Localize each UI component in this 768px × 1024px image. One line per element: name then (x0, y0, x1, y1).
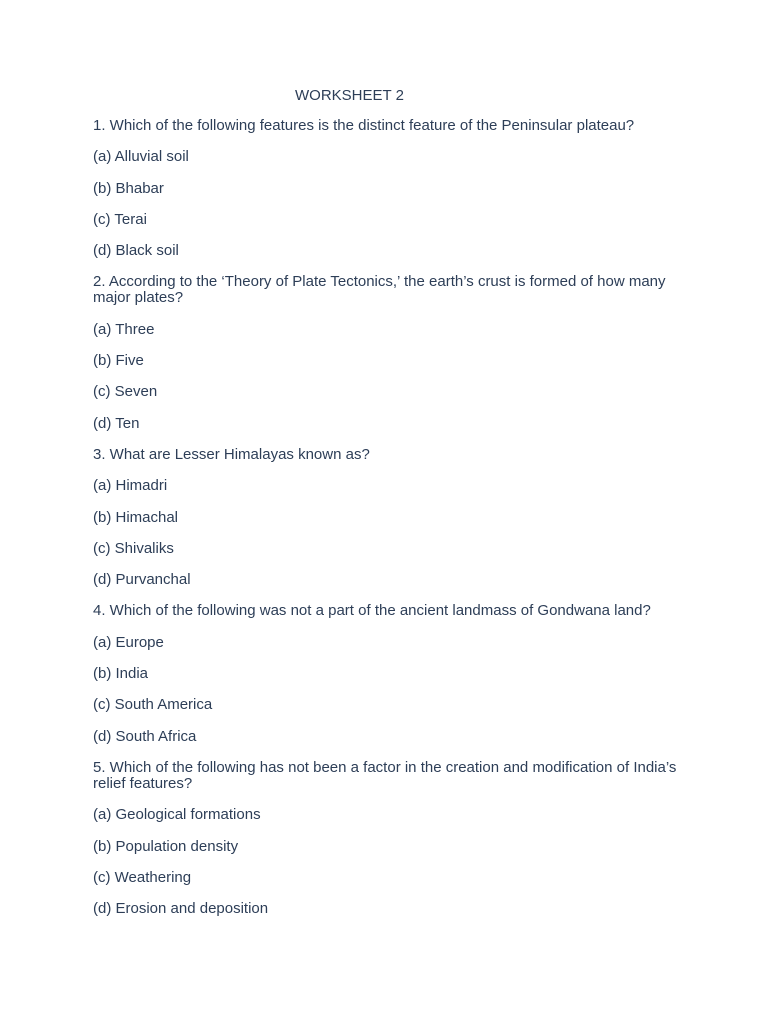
question-list (93, 118, 678, 932)
question-4-option-b: (b) India (93, 665, 149, 683)
question-5: 5. Which of the following has not been a factor in the creation and modification of India’s relief features? (93, 758, 677, 792)
question-5-option-c: (c) Weathering (93, 868, 192, 886)
question-5-option-b: (b) Population density (93, 837, 239, 855)
question-3-option-b: (b) Himachal (93, 508, 179, 526)
question-3-option-d: (d) Purvanchal (93, 571, 191, 589)
question-4-option-c: (c) South America (93, 696, 213, 714)
question-1-option-c: (c) Terai (93, 210, 147, 228)
question-2-option-d: (d) Ten (93, 414, 140, 432)
question-2-option-a: (a) Three (93, 320, 155, 338)
question-3-option-a: (a) Himadri (93, 477, 168, 495)
question-3-option-c: (c) Shivaliks (93, 539, 174, 557)
question-2: 2. According to the ‘Theory of Plate Tectonics,’ the earth’s crust is formed of how many major plates? (93, 273, 666, 307)
question-1-option-a: (a) Alluvial soil (93, 148, 189, 166)
question-4: 4. Which of the following was not a part of the ancient landmass of Gondwana land? (93, 602, 651, 620)
question-3: 3. What are Lesser Himalayas known as? (93, 445, 370, 463)
question-2-option-b: (b) Five (93, 352, 144, 370)
question-4-option-d: (d) South Africa (93, 727, 197, 745)
question-2-option-c: (c) Seven (93, 383, 158, 401)
question-1: 1. Which of the following features is the distinct feature of the Peninsular plateau? (93, 117, 635, 134)
question-1-option-d: (d) Black soil (93, 242, 179, 260)
question-1-option-b: (b) Bhabar (93, 179, 164, 197)
question-4-option-a: (a) Europe (93, 633, 164, 651)
question-5-option-a: (a) Geological formations (93, 806, 261, 824)
question-5-option-d: (d) Erosion and deposition (93, 900, 269, 918)
worksheet-title: WORKSHEET 2 (295, 87, 404, 104)
